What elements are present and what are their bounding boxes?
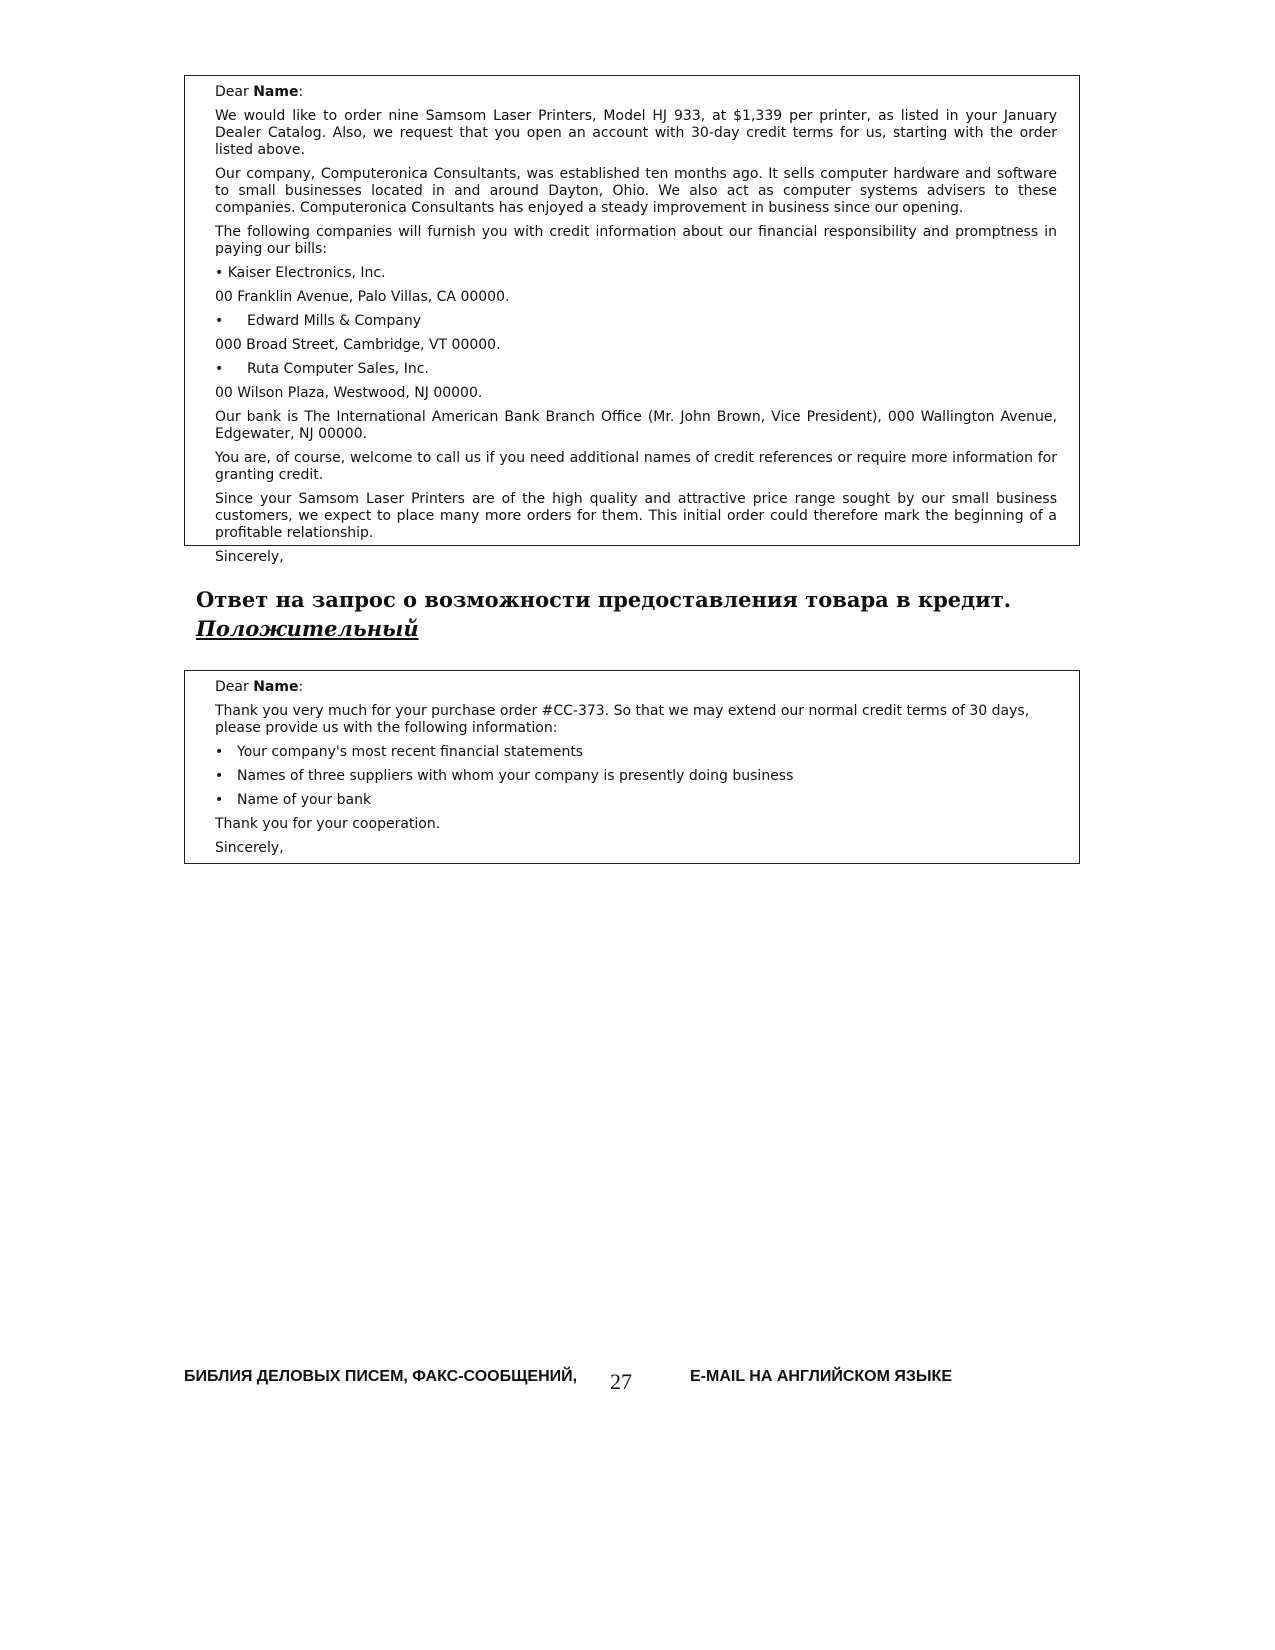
letter-reply-box xyxy=(184,670,1080,864)
paragraph-welcome: You are, of course, welcome to call us if you need additional names of credit references or require more information for granting credit. xyxy=(215,450,1057,483)
list-item: • Names of three suppliers with whom your company is presently doing business xyxy=(215,768,794,784)
reference-3-address: 00 Wilson Plaza, Westwood, NJ 00000. xyxy=(215,385,483,401)
name-placeholder: Name xyxy=(253,679,299,695)
list-item: • Your company's most recent financial statements xyxy=(215,744,584,760)
bullet-icon: • xyxy=(215,792,224,808)
section-heading xyxy=(196,585,1096,643)
reference-1-name: • Kaiser Electronics, Inc. xyxy=(215,265,386,281)
reference-2-name: • Edward Mills & Company xyxy=(215,313,422,329)
reference-1-address: 00 Franklin Avenue, Palo Villas, CA 00000. xyxy=(215,289,510,305)
bullet-icon: • xyxy=(215,313,224,329)
bullet-icon: • xyxy=(215,744,224,760)
paragraph-bank: Our bank is The International American Bank Branch Office (Mr. John Brown, Vice President), 000 Wallington Avenue, Edgewater, NJ 00000. xyxy=(215,409,1057,442)
bullet-icon: • xyxy=(215,768,224,784)
footer-title-right: E-MAIL НА АНГЛИЙСКОМ ЯЗЫКЕ xyxy=(690,1368,952,1385)
paragraph-references-intro: The following companies will furnish you with credit information about our financial responsibility and promptness in paying our bills: xyxy=(215,224,1057,257)
paragraph-cooperation: Thank you for your cooperation. xyxy=(215,816,441,832)
list-item: • Name of your bank xyxy=(215,792,372,808)
footer-title-left: БИБЛИЯ ДЕЛОВЫХ ПИСЕМ, ФАКС-СООБЩЕНИЙ, xyxy=(184,1368,578,1385)
paragraph-thanks-order: Thank you very much for your purchase order #CC-373. So that we may extend our normal credit terms of 30 days, please provide us with the following information: xyxy=(215,703,1030,736)
closing: Sincerely, xyxy=(215,549,284,565)
paragraph-company: Our company, Computeronica Consultants, was established ten months ago. It sells computer hardware and software to small businesses located in and around Dayton, Ohio. We also act as computer systems advisers to these companies. Computeronica Consultants has enjoyed a steady improvement in business since our opening. xyxy=(215,166,1057,216)
paragraph-order: We would like to order nine Samsom Laser Printers, Model HJ 933, at $1,339 per printer, as listed in your January Dealer Catalog. Also, we request that you open an account with 30-day credit terms for us, starting with the order listed above. xyxy=(215,108,1057,158)
name-placeholder: Name xyxy=(253,84,299,100)
section-title: Ответ на запрос о возможности предоставления товара в кредит. xyxy=(196,587,1012,612)
paragraph-closing-remarks: Since your Samsom Laser Printers are of the high quality and attractive price range sought by our small business customers, we expect to place many more orders for them. This initial order could therefore mark the beginning of a profitable relationship. xyxy=(215,491,1057,541)
salutation: Dear Name: xyxy=(215,679,304,695)
section-subtitle: Положительный xyxy=(196,616,419,641)
salutation: Dear Name: xyxy=(215,84,304,100)
closing: Sincerely, xyxy=(215,840,284,856)
reference-2-address: 000 Broad Street, Cambridge, VT 00000. xyxy=(215,337,501,353)
page-number: 27 xyxy=(610,1369,632,1394)
letter-request-box xyxy=(184,75,1080,565)
reference-3-name: • Ruta Computer Sales, Inc. xyxy=(215,361,429,377)
bullet-icon: • xyxy=(215,361,224,377)
